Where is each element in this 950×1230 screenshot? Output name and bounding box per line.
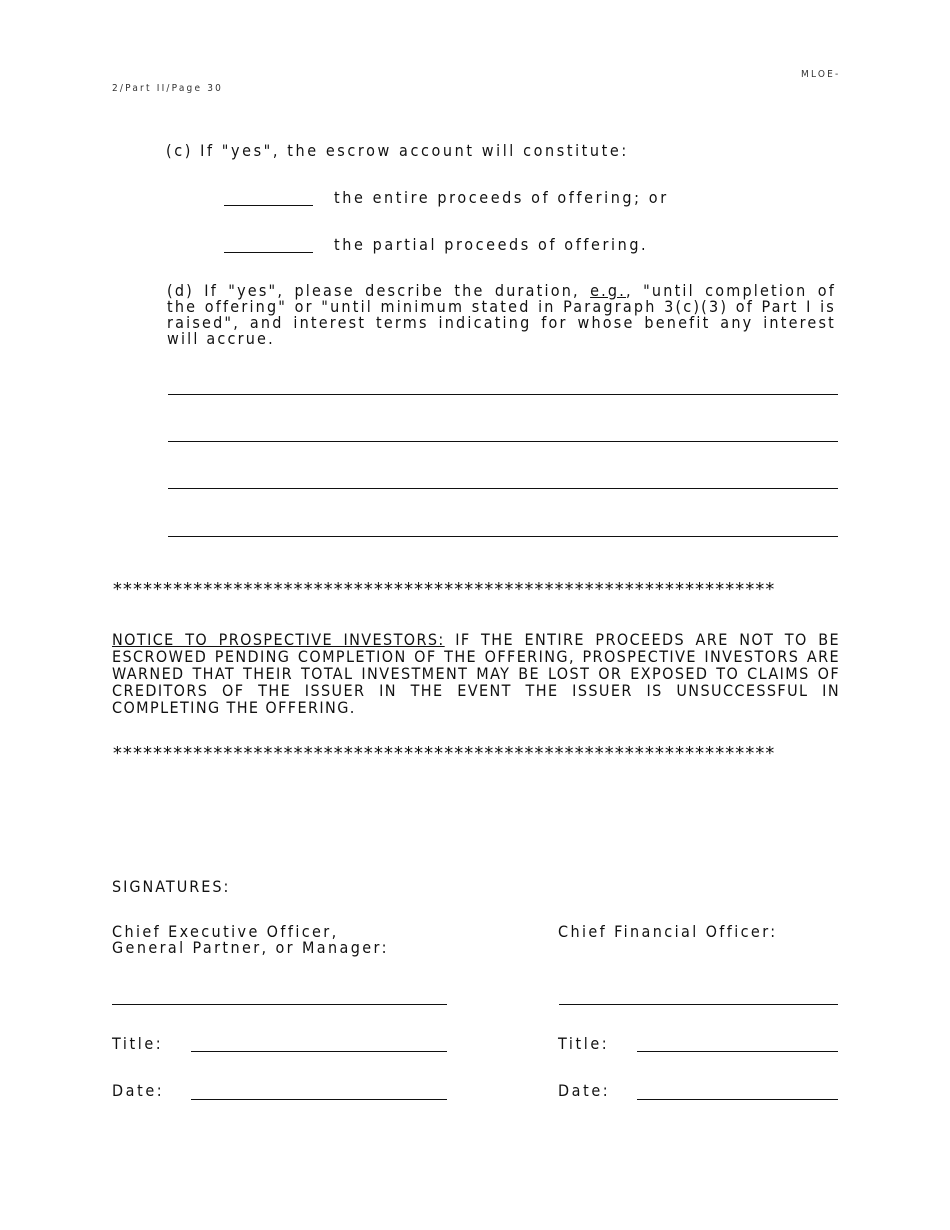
page-reference: 2/Part II/Page 30 xyxy=(112,83,224,94)
partial-proceeds-label: the partial proceeds of offering. xyxy=(334,235,649,254)
item-d-suffix: , "until completion of the offering" or "until minimum stated in Paragraph 3(c)(3) of Part I is raised", and interest terms indicating for whose benefit any interest will accrue. xyxy=(167,281,836,348)
ceo-title-field[interactable] xyxy=(191,1051,447,1052)
answer-line-4[interactable] xyxy=(168,536,838,537)
ceo-title-label: Title: xyxy=(112,1034,164,1053)
answer-line-2[interactable] xyxy=(168,441,838,442)
asterisk-separator-bottom: ****************************************************************** xyxy=(112,743,775,764)
ceo-date-field[interactable] xyxy=(191,1099,447,1100)
answer-line-1[interactable] xyxy=(168,394,838,395)
entire-proceeds-label: the entire proceeds of offering; or xyxy=(334,188,669,207)
item-c-question: (c) If "yes", the escrow account will constitute: xyxy=(166,141,629,160)
answer-line-3[interactable] xyxy=(168,488,838,489)
cfo-date-label: Date: xyxy=(558,1081,611,1100)
cfo-label: Chief Financial Officer: xyxy=(558,922,778,941)
notice-body: IF THE ENTIRE PROCEEDS ARE NOT TO BE ESCROWED PENDING COMPLETION OF THE OFFERING, PROSPECTIVE INVESTORS ARE WARNED THAT THEIR TOTAL INVESTMENT MAY BE LOST OR EXPOSED TO CLAIMS OF CREDITORS OF THE ISSUER IN THE EVENT THE ISSUER IS UNSUCCESSFUL IN COMPLETING THE OFFERING. xyxy=(112,630,841,717)
notice-heading: NOTICE TO PROSPECTIVE INVESTORS: xyxy=(112,630,445,649)
cfo-title-field[interactable] xyxy=(637,1051,838,1052)
cfo-title-label: Title: xyxy=(558,1034,610,1053)
partial-proceeds-blank[interactable] xyxy=(224,252,313,253)
item-d-eg: e.g. xyxy=(590,281,627,300)
cfo-signature-line[interactable] xyxy=(559,1004,838,1005)
ceo-label-line-2: General Partner, or Manager: xyxy=(112,938,389,957)
form-id: MLOE- xyxy=(801,69,841,80)
ceo-label-line-1: Chief Executive Officer, xyxy=(112,922,339,941)
entire-proceeds-blank[interactable] xyxy=(224,205,313,206)
ceo-signature-line[interactable] xyxy=(112,1004,447,1005)
ceo-date-label: Date: xyxy=(112,1081,165,1100)
investor-notice xyxy=(112,631,840,716)
item-d-prefix: (d) If "yes", please describe the duration, xyxy=(167,281,591,300)
item-d-question xyxy=(167,283,836,347)
signatures-heading: SIGNATURES: xyxy=(112,877,231,896)
cfo-date-field[interactable] xyxy=(637,1099,838,1100)
asterisk-separator-top: ****************************************************************** xyxy=(112,579,775,600)
